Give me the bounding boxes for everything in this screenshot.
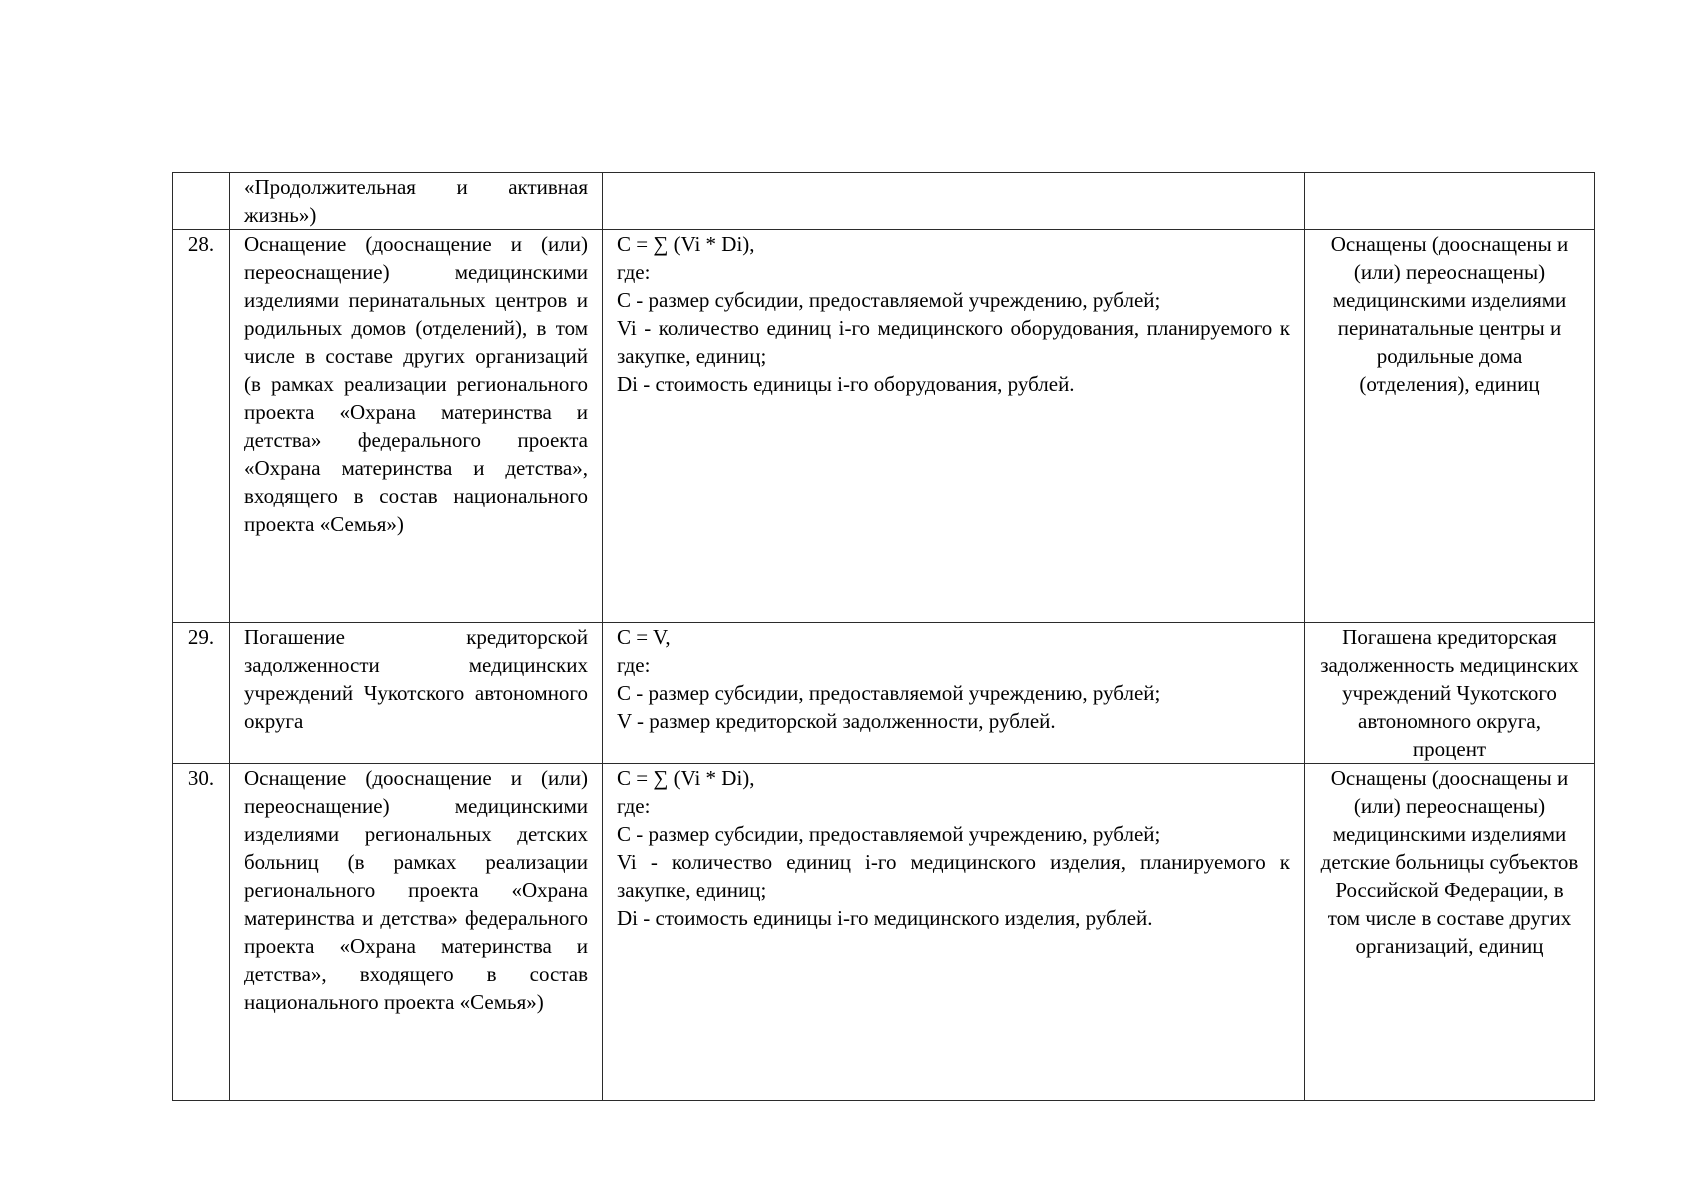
formula-line: где:	[617, 653, 651, 677]
formula-line: Di - стоимость единицы i-го медицинского изделия, рублей.	[617, 906, 1153, 930]
row-formula-cell	[603, 764, 1305, 1101]
row-name-cell: Оснащение (дооснащение и (или) переоснащение) медицинскими изделиями региональных детских больниц (в рамках реализации регионального проекта «Охрана материнства и детства» федерального проекта «Охрана материнства и детства», входящего в состав национального проекта «Семья»)	[230, 764, 603, 1101]
row-result-cell: Погашена кредиторская задолженность медицинских учреждений Чукотского автономного округа, процент	[1305, 623, 1595, 764]
table-row-28	[173, 230, 1595, 623]
row-result-cell: Оснащены (дооснащены и (или) переоснащены) медицинскими изделиями детские больницы субъектов Российской Федерации, в том числе в составе других организаций, единиц	[1305, 764, 1595, 1101]
formula-line: где:	[617, 794, 651, 818]
formula-line: C - размер субсидии, предоставляемой учреждению, рублей;	[617, 288, 1161, 312]
formula-line: C = ∑ (Vi * Di),	[617, 232, 755, 256]
row-name-cell: Оснащение (дооснащение и (или) переоснащение) медицинскими изделиями перинатальных центров и родильных домов (отделений), в том числе в составе других организаций (в рамках реализации регионального проекта «Охрана материнства и детства» федерального проекта «Охрана материнства и детства», входящего в состав национального проекта «Семья»)	[230, 230, 603, 623]
row-formula-cell	[603, 230, 1305, 623]
row-number-cell: 29.	[173, 623, 230, 764]
formula-line: Vi - количество единиц i-го медицинского изделия, планируемого к закупке, единиц;	[617, 850, 1290, 902]
formula-line: C = V,	[617, 625, 671, 649]
formula-line: C - размер субсидии, предоставляемой учреждению, рублей;	[617, 681, 1161, 705]
formula-line: где:	[617, 260, 651, 284]
row-formula-cell	[603, 173, 1305, 230]
row-formula-cell	[603, 623, 1305, 764]
table-row-30	[173, 764, 1595, 1101]
row-name-cell: «Продолжительная и активная жизнь»)	[230, 173, 603, 230]
row-result-cell: Оснащены (дооснащены и (или) переоснащены) медицинскими изделиями перинатальные центры и родильные дома (отделения), единиц	[1305, 230, 1595, 623]
formula-line: Vi - количество единиц i-го медицинского оборудования, планируемого к закупке, единиц;	[617, 316, 1290, 368]
formula-line: C = ∑ (Vi * Di),	[617, 766, 755, 790]
row-number-cell: 28.	[173, 230, 230, 623]
table-row-continuation	[173, 173, 1595, 230]
row-number-cell	[173, 173, 230, 230]
row-number-cell: 30.	[173, 764, 230, 1101]
table-row-29	[173, 623, 1595, 764]
row-name-cell: Погашение кредиторской задолженности медицинских учреждений Чукотского автономного округа	[230, 623, 603, 764]
formula-line: C - размер субсидии, предоставляемой учреждению, рублей;	[617, 822, 1161, 846]
formula-line: V - размер кредиторской задолженности, рублей.	[617, 709, 1056, 733]
subsidy-table	[172, 172, 1595, 1101]
row-result-cell	[1305, 173, 1595, 230]
formula-line: Di - стоимость единицы i-го оборудования, рублей.	[617, 372, 1075, 396]
